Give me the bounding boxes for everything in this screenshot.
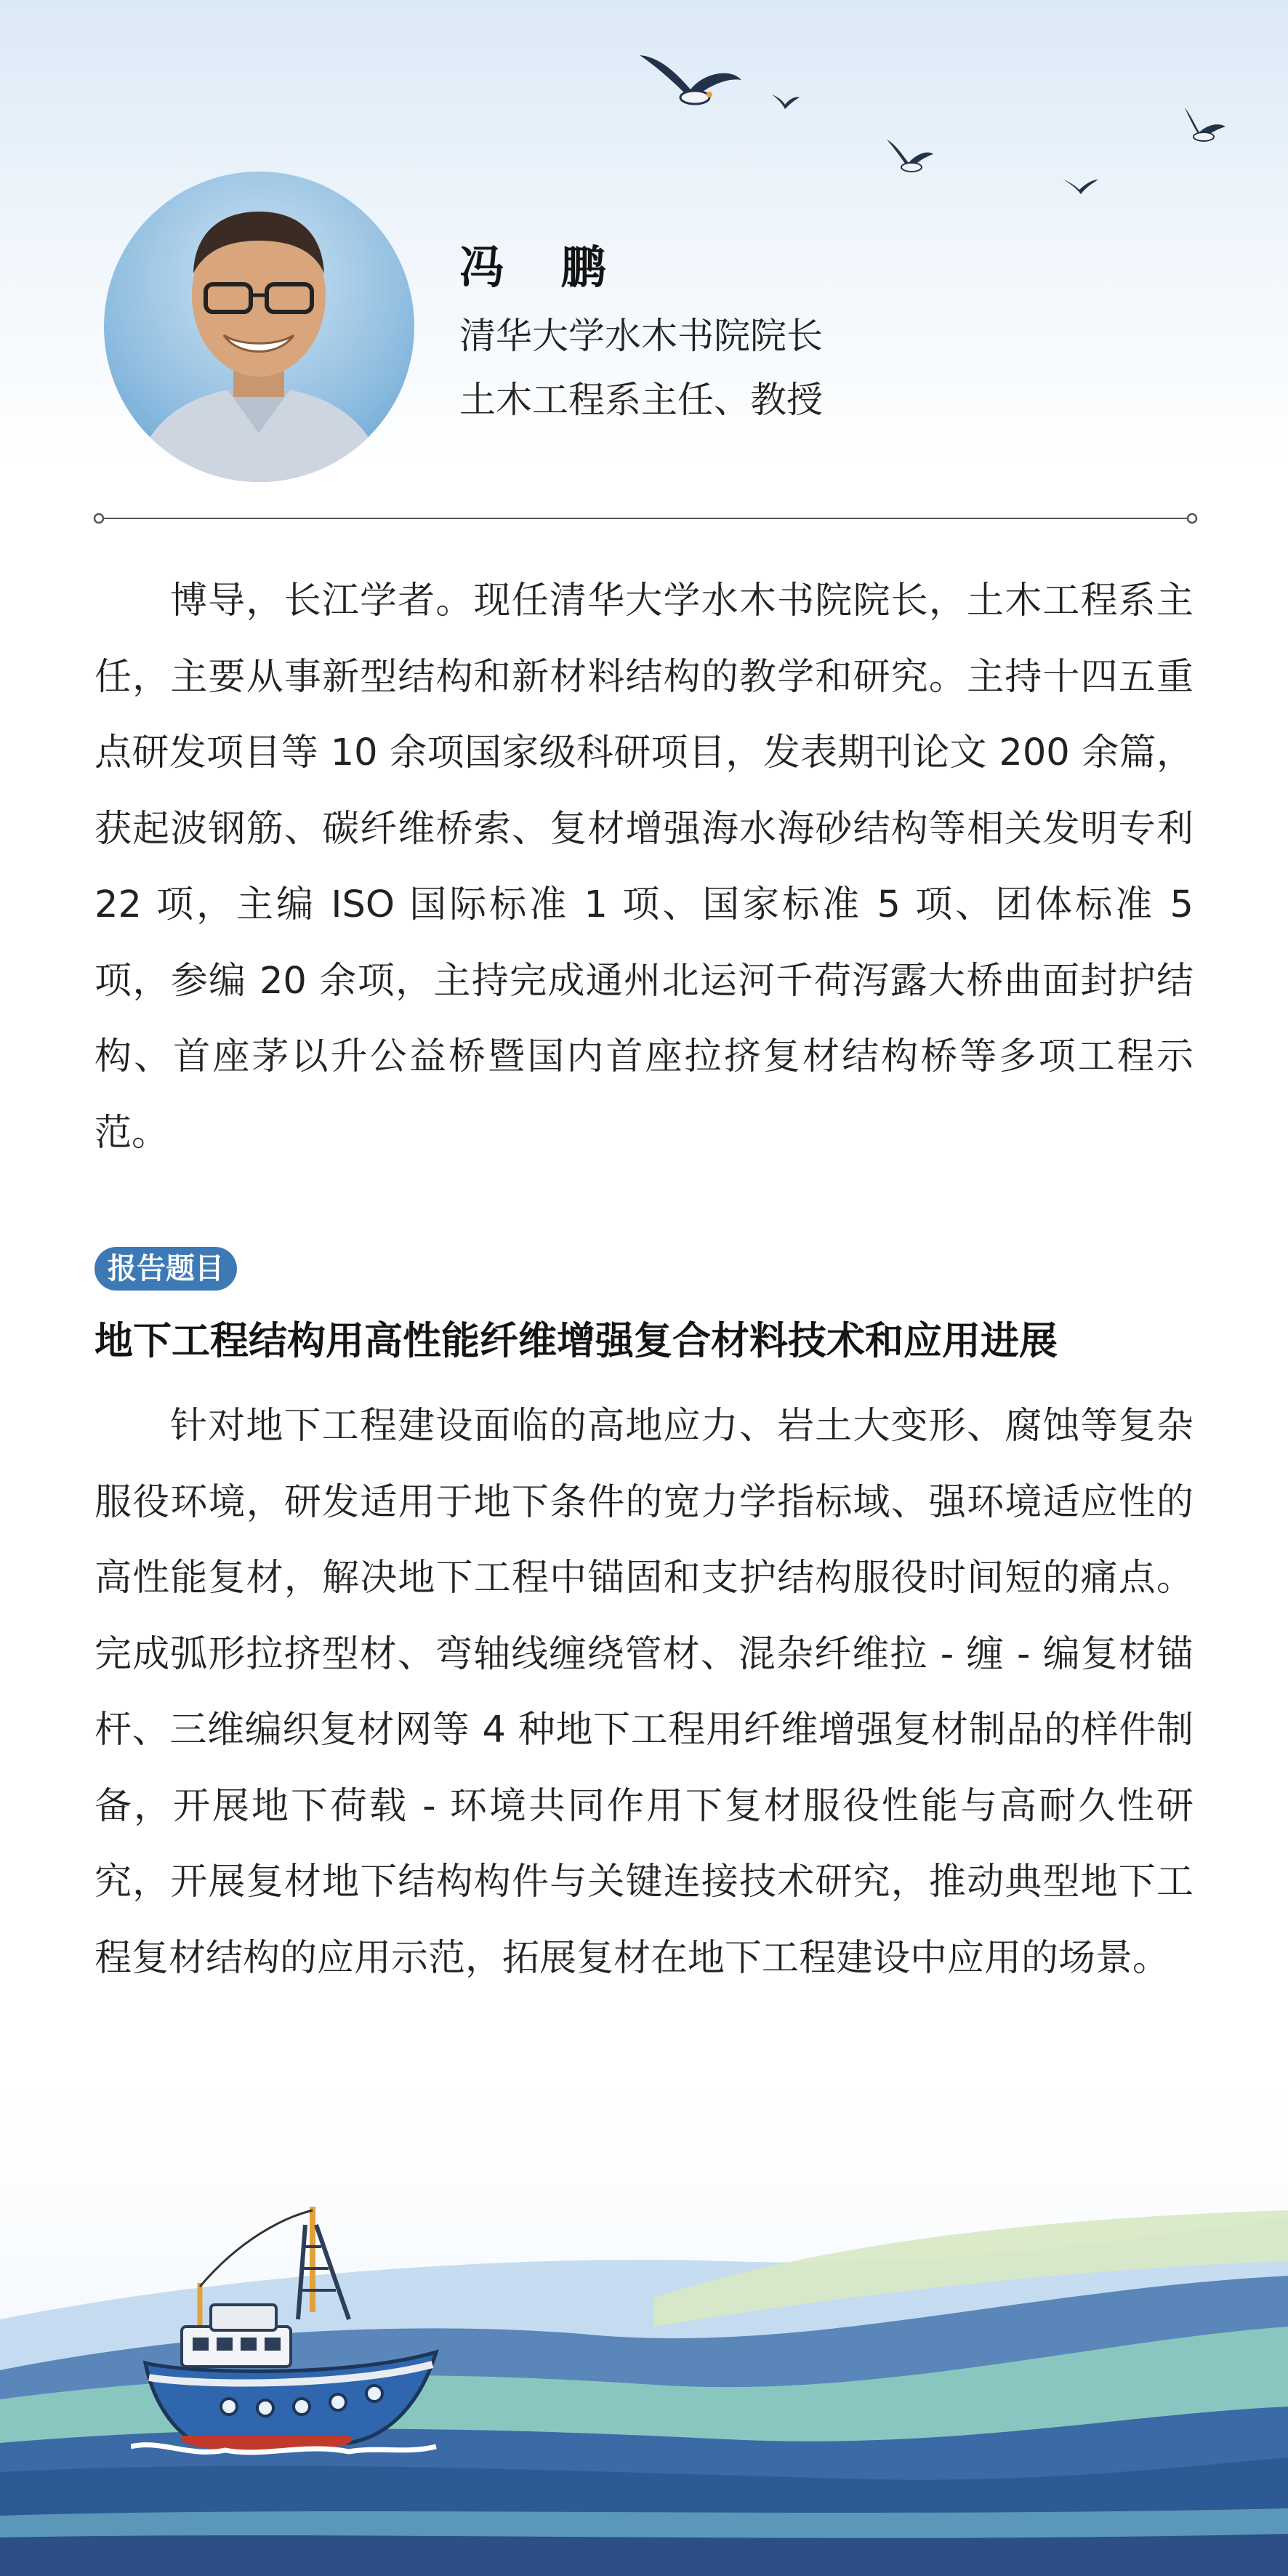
report-topic-badge: 报告题目 <box>94 1247 237 1291</box>
portrait-photo <box>104 172 414 482</box>
seagull-icon <box>1063 180 1098 194</box>
section-divider <box>93 510 1198 526</box>
seagull-icon <box>1185 108 1225 141</box>
seagull-icon <box>772 95 800 109</box>
speaker-title-line: 土木工程系主任、教授 <box>459 379 823 421</box>
seagull-icon <box>887 140 933 172</box>
seagull-icon <box>640 55 741 104</box>
fishing-boat-icon <box>131 2196 451 2465</box>
report-abstract: 针对地下工程建设面临的高地应力、岩土大变形、腐蚀等复杂服役环境，研发适用于地下条件的宽力学指标域、强环境适应性的高性能复材，解决地下工程中锚固和支护结构服役时间短的痛点。完成弧形拉挤型材、弯轴线缠绕管材、混杂纤维拉 - 缠 - 编复材锚杆、三维编织复材网等 4 种地下工程用纤维增强复材制品的样件制备，开展地下荷载 - 环境共同作用下复材服役性能与高耐久性研究，开展复材地下结构构件与关键连接技术研究，推动典型地下工程复材结构的应用示范，拓展复材在地下工程建设中应用的场景。 <box>94 1405 1194 1980</box>
speaker-title-line: 清华大学水木书院院长 <box>459 315 823 357</box>
speaker-bio: 博导，长江学者。现任清华大学水木书院院长，土木工程系主任，主要从事新型结构和新材料结构的教学和研究。主持十四五重点研发项目等 10 余项国家级科研项目，发表期刊论文 200 余篇，获起波钢筋、碳纤维桥索、复材增强海水海砂结构等相关发明专利 22 项，主编 ISO 国际标准 1 项、国家标准 5 项、团体标准 5 项，参编 20 余项，主持完成通州北运河千荷泻露大桥曲面封护结构、首座茅以升公益桥暨国内首座拉挤复材结构桥等多项工程示范。 <box>94 579 1194 1155</box>
speaker-titles <box>459 304 823 432</box>
report-title: 地下工程结构用高性能纤维增强复合材料技术和应用进展 <box>94 1319 1058 1363</box>
speaker-name: 冯 鹏 <box>459 241 627 294</box>
